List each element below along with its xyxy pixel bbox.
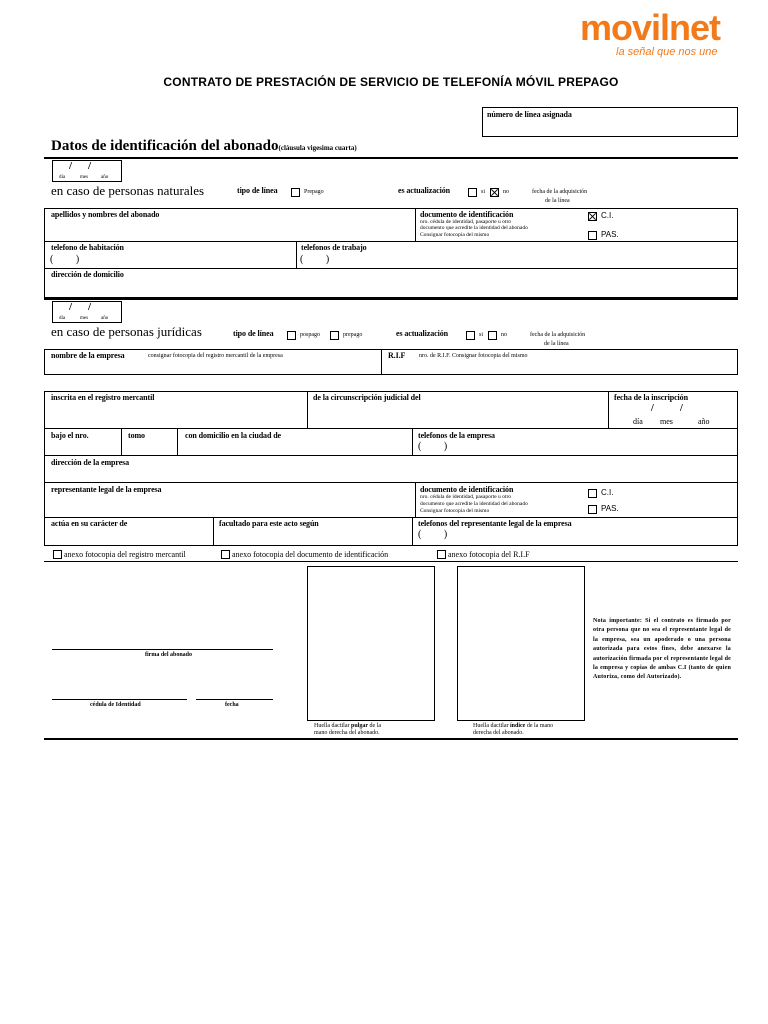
date-field-natural[interactable]: / / día mes año <box>52 160 122 182</box>
inscrita-label: inscrita en el registro mercantil <box>51 393 155 402</box>
tomo-label: tomo <box>128 431 145 440</box>
direccion-empresa-label: dirección de la empresa <box>51 458 130 467</box>
brand-tagline: la señal que nos une <box>616 46 718 58</box>
facultado-label: facultado para este acto según <box>219 519 319 528</box>
natural-end-rule <box>44 298 738 300</box>
juridica-line-type: tipo de línea <box>233 329 274 338</box>
circunscripcion-input[interactable] <box>312 404 602 426</box>
nombre-empresa-label: nombre de la empresa <box>51 351 125 360</box>
fecha-label: fecha <box>225 702 239 708</box>
representante-input[interactable] <box>50 495 410 513</box>
huella-pulgar-caption: Huella dactilar pulgar de la mano derecha del abonado. <box>314 723 381 736</box>
telefonos-empresa-input[interactable]: ( ) <box>418 441 448 452</box>
huella-pulgar-box[interactable] <box>307 566 435 721</box>
tel-trabajo-label: telefonos de trabajo <box>301 243 367 252</box>
anexo-registro-label: anexo fotocopia del registro mercantil <box>64 550 186 559</box>
line-number-field[interactable] <box>482 107 738 137</box>
natural-si-checkbox[interactable] <box>468 188 477 197</box>
direccion-input[interactable] <box>50 280 730 296</box>
tel-trabajo-input[interactable]: ( ) <box>300 254 330 265</box>
nota-importante: Nota importante: Si el contrato es firmado por otra persona que no sea el representante legal de la empresa, sea un apoderado o una persona autorizada para estos fines, debe anexarse la autorización firmada por el representante legal de la empresa y copias de ambas C.I (tanto de quien Autoriza, como del Autorizado). <box>593 618 731 681</box>
firma-label: firma del abonado <box>145 652 193 658</box>
bottom-rule <box>44 738 738 740</box>
actua-label: actúa en su carácter de <box>51 519 128 528</box>
anexo-documento-label: anexo fotocopia del documento de identificación <box>232 550 389 559</box>
fecha-inscripcion-label: fecha de la inscripción <box>614 393 688 402</box>
natural-line-type: tipo de línea <box>237 186 278 195</box>
apellidos-input[interactable] <box>50 220 410 238</box>
line-number-label: número de línea asignada <box>487 110 572 119</box>
firma-line[interactable] <box>52 649 273 650</box>
anexos-rule <box>44 561 738 562</box>
telefonos-empresa-label: telefonos de la empresa <box>418 431 495 440</box>
rep-pas-checkbox[interactable] <box>588 505 597 514</box>
inscrita-input[interactable] <box>50 404 302 426</box>
juridica-es-actualizacion: es actualización <box>396 329 448 338</box>
rep-ci-checkbox[interactable] <box>588 489 597 498</box>
section-title: Datos de identificación del abonado(cláusula vigesima cuarta) <box>51 138 357 154</box>
huella-indice-box[interactable] <box>457 566 585 721</box>
anexo-documento-checkbox[interactable] <box>221 550 230 559</box>
document-title: CONTRATO DE PRESTACIÓN DE SERVICIO DE TELEFONÍA MÓVIL PREPAGO <box>163 75 619 89</box>
rif-input[interactable] <box>386 362 732 373</box>
fecha-line[interactable] <box>196 699 273 700</box>
juridica-no-checkbox[interactable] <box>488 331 497 340</box>
natural-ci-checkbox[interactable] <box>588 212 597 221</box>
apellidos-label: apellidos y nombres del abonado <box>51 210 160 219</box>
doc-id-label: documento de identificación <box>420 210 514 219</box>
rep-doc-id-label: documento de identificación <box>420 485 514 494</box>
brand-name: movilnet <box>580 7 721 48</box>
representante-label: representante legal de la empresa <box>51 485 162 494</box>
juridica-prepago-checkbox[interactable] <box>330 331 339 340</box>
natural-no-checkbox[interactable] <box>490 188 499 197</box>
section-rule <box>44 157 738 159</box>
cedula-label: cédula de Identidad <box>90 702 141 708</box>
direccion-empresa-input[interactable] <box>50 468 730 480</box>
bajo-nro-label: bajo el nro. <box>51 431 89 440</box>
natural-pas-checkbox[interactable] <box>588 231 597 240</box>
cedula-line[interactable] <box>52 699 187 700</box>
telefonos-rep-input[interactable]: ( ) <box>418 529 448 540</box>
domicilio-label: con domicilio en la ciudad de <box>185 431 281 440</box>
tel-habitacion-label: telefono de habitación <box>51 243 124 252</box>
brand-logo <box>580 8 750 58</box>
direccion-label: dirección de domicilio <box>51 270 124 279</box>
natural-es-actualizacion: es actualización <box>398 186 450 195</box>
natural-title: en caso de personas naturales <box>51 183 205 198</box>
juridica-si-checkbox[interactable] <box>466 331 475 340</box>
anexo-registro-checkbox[interactable] <box>53 550 62 559</box>
huella-indice-caption: Huella dactilar índice de la mano derecha del abonado. <box>473 723 554 736</box>
anexo-rif-label: anexo fotocopia del R.I.F <box>448 550 530 559</box>
telefonos-rep-label: telefonos del representante legal de la empresa <box>418 519 572 528</box>
date-field-juridica[interactable]: / / día mes año <box>52 301 122 323</box>
juridica-pospago-checkbox[interactable] <box>287 331 296 340</box>
tel-habitacion-input[interactable]: ( ) <box>50 254 80 265</box>
natural-prepago-checkbox[interactable] <box>291 188 300 197</box>
circunscripcion-label: de la circunscripción judicial del <box>313 393 421 402</box>
anexo-rif-checkbox[interactable] <box>437 550 446 559</box>
juridica-title: en caso de personas jurídicas <box>51 324 202 339</box>
nombre-empresa-input[interactable] <box>50 362 375 373</box>
rif-label: R.I.F <box>388 351 406 360</box>
